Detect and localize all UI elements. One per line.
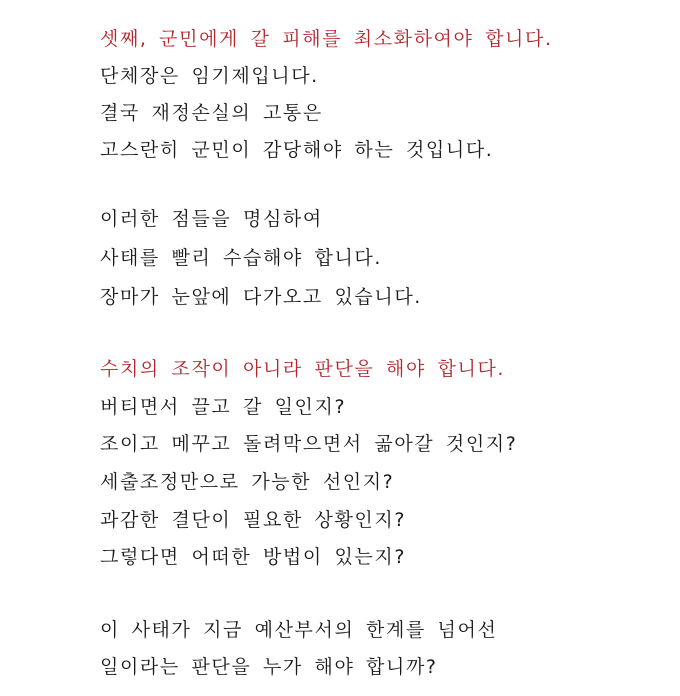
text-line: 일이라는 판단을 누가 해야 합니까? [100,656,438,678]
section-heading-third-point: 셋째, 군민에게 갈 피해를 최소화하여야 합니다. [100,28,553,50]
text-line: 단체장은 임기제입니다. [100,65,319,87]
text-line: 이 사태가 지금 예산부서의 한계를 넘어선 [100,619,498,641]
text-line: 그렇다면 어떠한 방법이 있는지? [100,546,407,568]
text-line: 고스란히 군민이 감당해야 하는 것입니다. [100,139,494,161]
text-line: 이러한 점들을 명심하여 [100,208,323,230]
text-line: 과감한 결단이 필요한 상황인지? [100,509,407,531]
text-line: 사태를 빨리 수습해야 합니다. [100,247,383,269]
text-line: 버티면서 끌고 갈 일인지? [100,396,347,418]
text-line: 결국 재정손실의 고통은 [100,102,323,124]
text-line: 장마가 눈앞에 다가오고 있습니다. [100,286,422,308]
section-heading-judgment: 수치의 조작이 아니라 판단을 해야 합니다. [100,358,506,380]
text-line: 세출조정만으로 가능한 선인지? [100,471,395,493]
text-line: 조이고 메꾸고 돌려막으면서 곪아갈 것인지? [100,433,518,455]
